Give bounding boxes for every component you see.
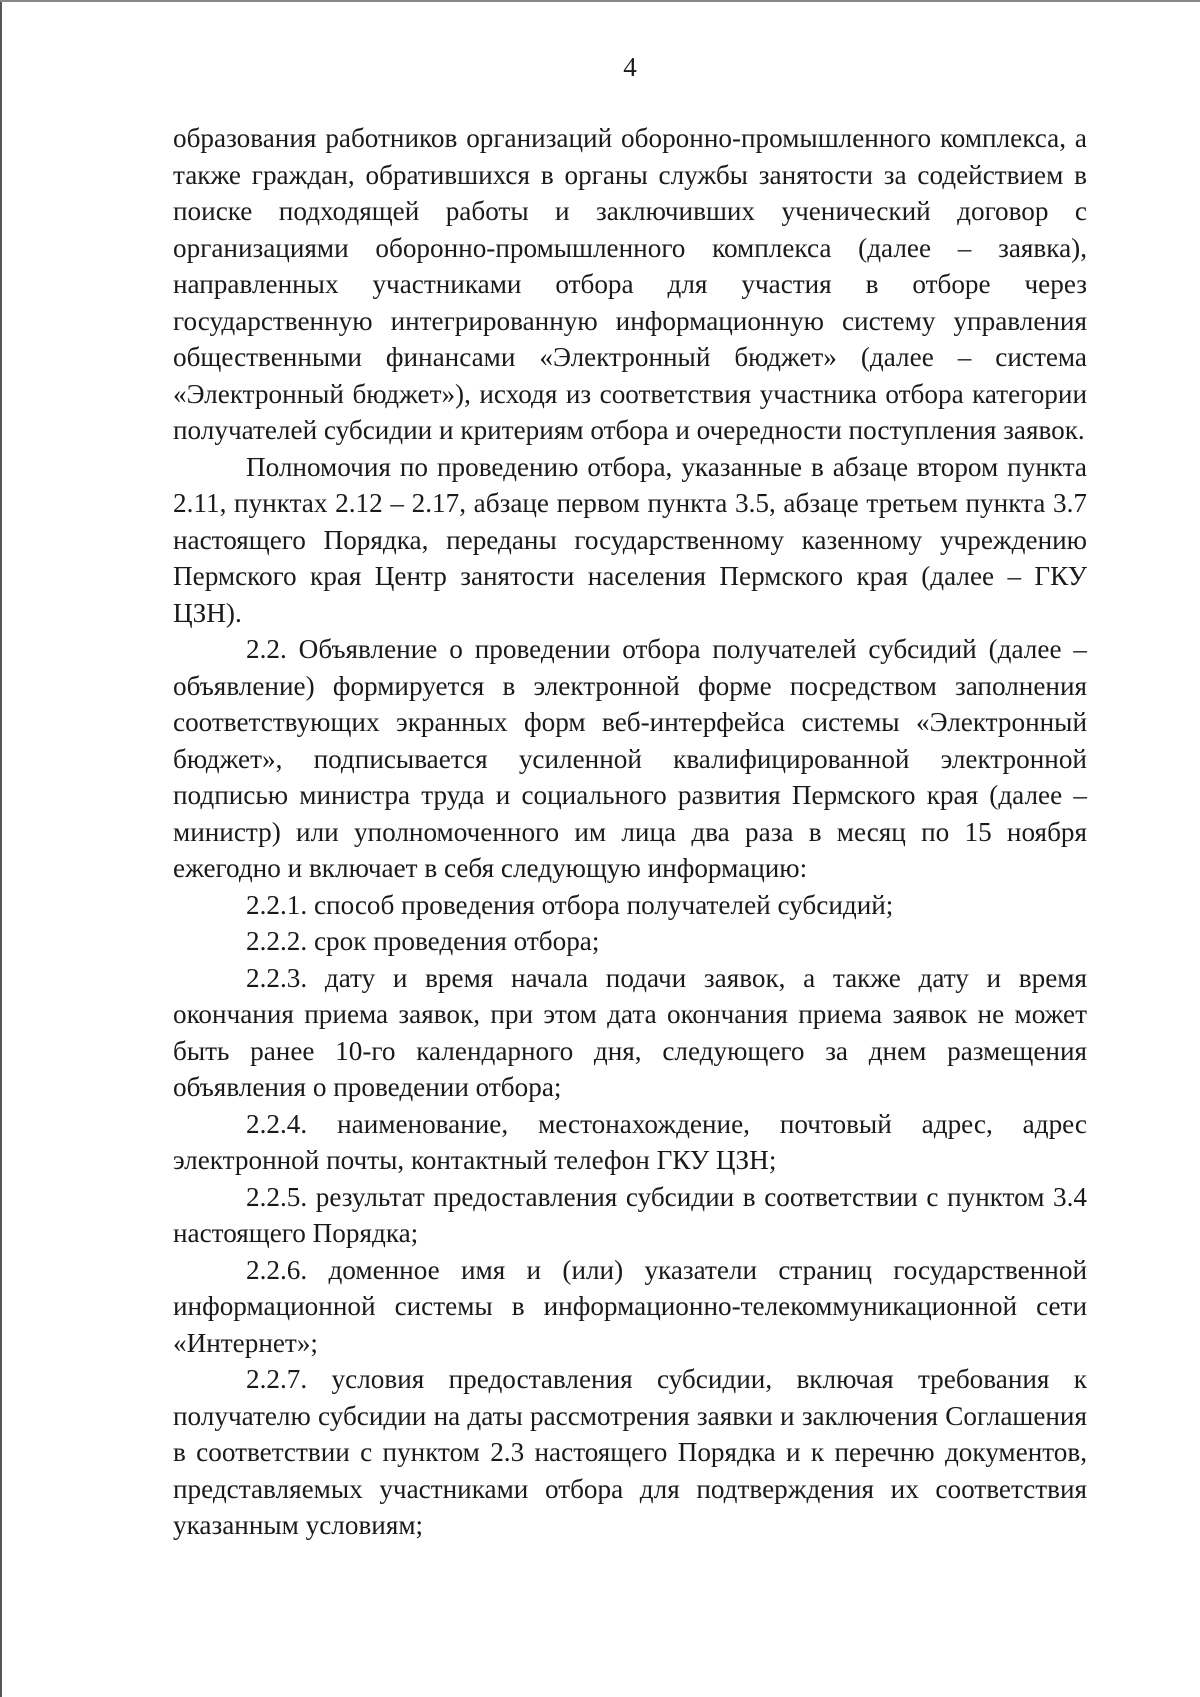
paragraph-continuation: образования работников организаций оборонно-промышленного комплекса, а также граждан, обратившихся в органы службы занятости за содействием в поиске подходящей работы и заключивших ученический договор с организациями оборонно-промышленного комплекса (далее – заявка), направленных участниками отбора для участия в отборе через государственную интегрированную информационную систему управления общественными финансами «Электронный бюджет» (далее – система «Электронный бюджет»), исходя из соответствия участника отбора категории получателей субсидии и критериям отбора и очередности поступления заявок. [173,123,1087,445]
document-body [173,120,1087,1544]
scan-edge-top [0,0,1200,2]
paragraph-2-2-1: 2.2.1. способ проведения отбора получателей субсидий; [246,889,894,920]
paragraph-2-2-6: 2.2.6. доменное имя и (или) указатели страниц государственной информационной системы в информационно-телекоммуникационной сети «Интернет»; [173,1254,1087,1358]
scan-edge-left [0,0,2,1697]
paragraph-2-2-2: 2.2.2. срок проведения отбора; [246,926,600,956]
page-number: 4 [623,52,637,82]
paragraph-authority: Полномочия по проведению отбора, указанные в абзаце втором пункта 2.11, пунктах 2.12 – 2.17, абзаце первом пункта 3.5, абзаце третьем пункта 3.7 настоящего Порядка, переданы государственному казенному учреждению Пермского края Центр занятости населения Пермского края (далее – ГКУ ЦЗН). [173,451,1087,628]
paragraph-2-2-7: 2.2.7. условия предоставления субсидии, включая требования к получателю субсидии на даты рассмотрения заявки и заключения Соглашения в соответствии с пунктом 2.3 настоящего Порядка и к перечню документов, представляемых участниками отбора для подтверждения их соответствия указанным условиям; [173,1364,1087,1540]
paragraph-2-2-4: 2.2.4. наименование, местонахождение, почтовый адрес, адрес электронной почты, контактный телефон ГКУ ЦЗН; [173,1108,1087,1175]
paragraph-2-2-5: 2.2.5. результат предоставления субсидии в соответствии с пунктом 3.4 настоящего Порядка; [173,1181,1087,1248]
paragraph-2-2-3: 2.2.3. дату и время начала подачи заявок, а также дату и время окончания приема заявок, при этом дата окончания приема заявок не может быть ранее 10-го календарного дня, следующего за днем размещения объявления о проведении отбора; [173,962,1087,1102]
paragraph-2-2: 2.2. Объявление о проведении отбора получателей субсидий (далее – объявление) формируется в электронной форме посредством заполнения соответствующих экранных форм веб-интерфейса системы «Электронный бюджет», подписывается усиленной квалифицированной электронной подписью министра труда и социального развития Пермского края (далее – министр) или уполномоченного им лица два раза в месяц по 15 ноября ежегодно и включает в себя следующую информацию: [173,634,1087,883]
